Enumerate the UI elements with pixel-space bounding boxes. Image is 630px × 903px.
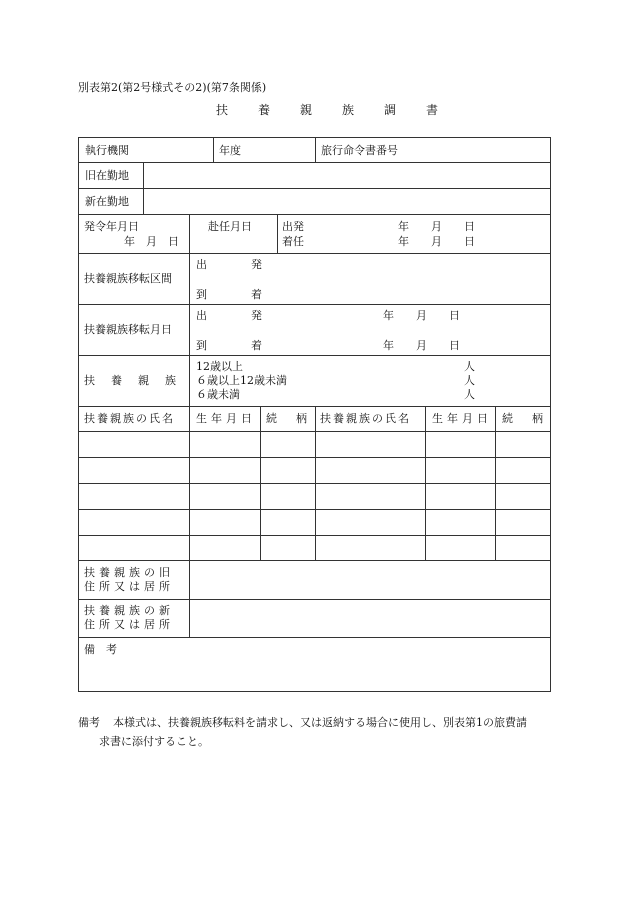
assign-date-label: 赴任月日: [208, 220, 252, 233]
agency-label: 執行機関: [85, 144, 129, 157]
form-title: [216, 104, 438, 117]
row-divider: [78, 355, 551, 356]
row-divider: [78, 560, 551, 561]
order-date-label: 発令年月日: [84, 220, 139, 233]
year-label: 年度: [219, 144, 241, 157]
old-post-label: 旧在勤地: [85, 169, 129, 182]
form-reference: 別表第2(第2号様式その2)(第7条関係): [78, 81, 267, 94]
arrive-ymd: 年 月 日: [398, 235, 475, 248]
col-divider: [189, 406, 190, 637]
old-address-label: 住所又は居所: [84, 580, 174, 593]
col-divider: [315, 137, 316, 162]
col-divider: [260, 406, 261, 560]
new-address-label: 扶養親族の新: [84, 604, 174, 617]
row-divider: [78, 599, 551, 600]
row-divider: [78, 162, 551, 163]
person-unit: 人: [464, 388, 475, 401]
relation-char: 続: [266, 412, 277, 425]
dependents-char: 養: [111, 374, 122, 387]
dependents-char: 親: [138, 374, 149, 387]
col-header-relation: [502, 412, 543, 425]
date-arrive: 到 着: [196, 339, 262, 352]
col-divider: [143, 162, 144, 214]
row-divider: [78, 637, 551, 638]
col-header-birth: 生年月日: [432, 412, 492, 425]
relation-char: 続: [502, 412, 513, 425]
date-depart: 出 発: [196, 309, 262, 322]
title-char: 扶: [216, 103, 229, 117]
title-char: 親: [300, 103, 313, 117]
section-depart: 出 発: [196, 258, 262, 271]
row-divider: [78, 188, 551, 189]
relation-char: 柄: [532, 412, 543, 425]
move-section-label: 扶養親族移転区間: [84, 272, 172, 285]
title-char: 書: [426, 103, 439, 117]
depart-ymd: 年 月 日: [398, 220, 475, 233]
section-arrive: 到 着: [196, 288, 262, 301]
order-date-ymd: 年 月 日: [124, 235, 179, 248]
col-divider: [277, 214, 278, 253]
move-date-label: 扶養親族移転月日: [84, 323, 172, 336]
row-divider: [78, 214, 551, 215]
relation-char: 柄: [296, 412, 307, 425]
dependents-label: [84, 374, 176, 387]
age-6-12: ６歳以上12歳未満: [196, 374, 287, 387]
person-unit: 人: [464, 360, 475, 373]
footnote-text: 本様式は、扶養親族移転料を請求し、又は返納する場合に使用し、別表第1の旅費請: [113, 716, 527, 729]
col-divider: [315, 406, 316, 560]
date-arrive-ymd: 年 月 日: [383, 339, 460, 352]
footnote-text: 求書に添付すること。: [99, 735, 209, 748]
col-divider: [425, 406, 426, 560]
depart-label: 出発: [282, 220, 304, 233]
footnote-label: 備考: [78, 716, 100, 729]
title-char: 調: [384, 103, 397, 117]
title-char: 養: [258, 103, 271, 117]
row-divider: [78, 253, 551, 254]
col-divider: [189, 214, 190, 253]
col-header-name: 扶養親族の氏名: [320, 412, 411, 425]
arrive-label: 着任: [282, 235, 304, 248]
new-post-label: 新在勤地: [85, 195, 129, 208]
col-header-name: 扶養親族の氏名: [84, 412, 175, 425]
col-header-birth: 生年月日: [196, 412, 256, 425]
date-depart-ymd: 年 月 日: [383, 309, 460, 322]
new-address-label: 住所又は居所: [84, 618, 174, 631]
dependents-char: 扶: [84, 374, 95, 387]
old-address-label: 扶養親族の旧: [84, 566, 174, 579]
col-divider: [213, 137, 214, 162]
order-number-label: 旅行命令書番号: [321, 144, 398, 157]
person-unit: 人: [464, 374, 475, 387]
age-under-6: ６歳未満: [196, 388, 240, 401]
row-divider: [78, 304, 551, 305]
remarks-label: 備 考: [84, 643, 117, 656]
col-divider: [495, 406, 496, 560]
col-header-relation: [266, 412, 307, 425]
col-divider: [189, 253, 190, 406]
title-char: 族: [342, 103, 355, 117]
age-12-over: 12歳以上: [196, 360, 243, 373]
dependents-char: 族: [165, 374, 176, 387]
